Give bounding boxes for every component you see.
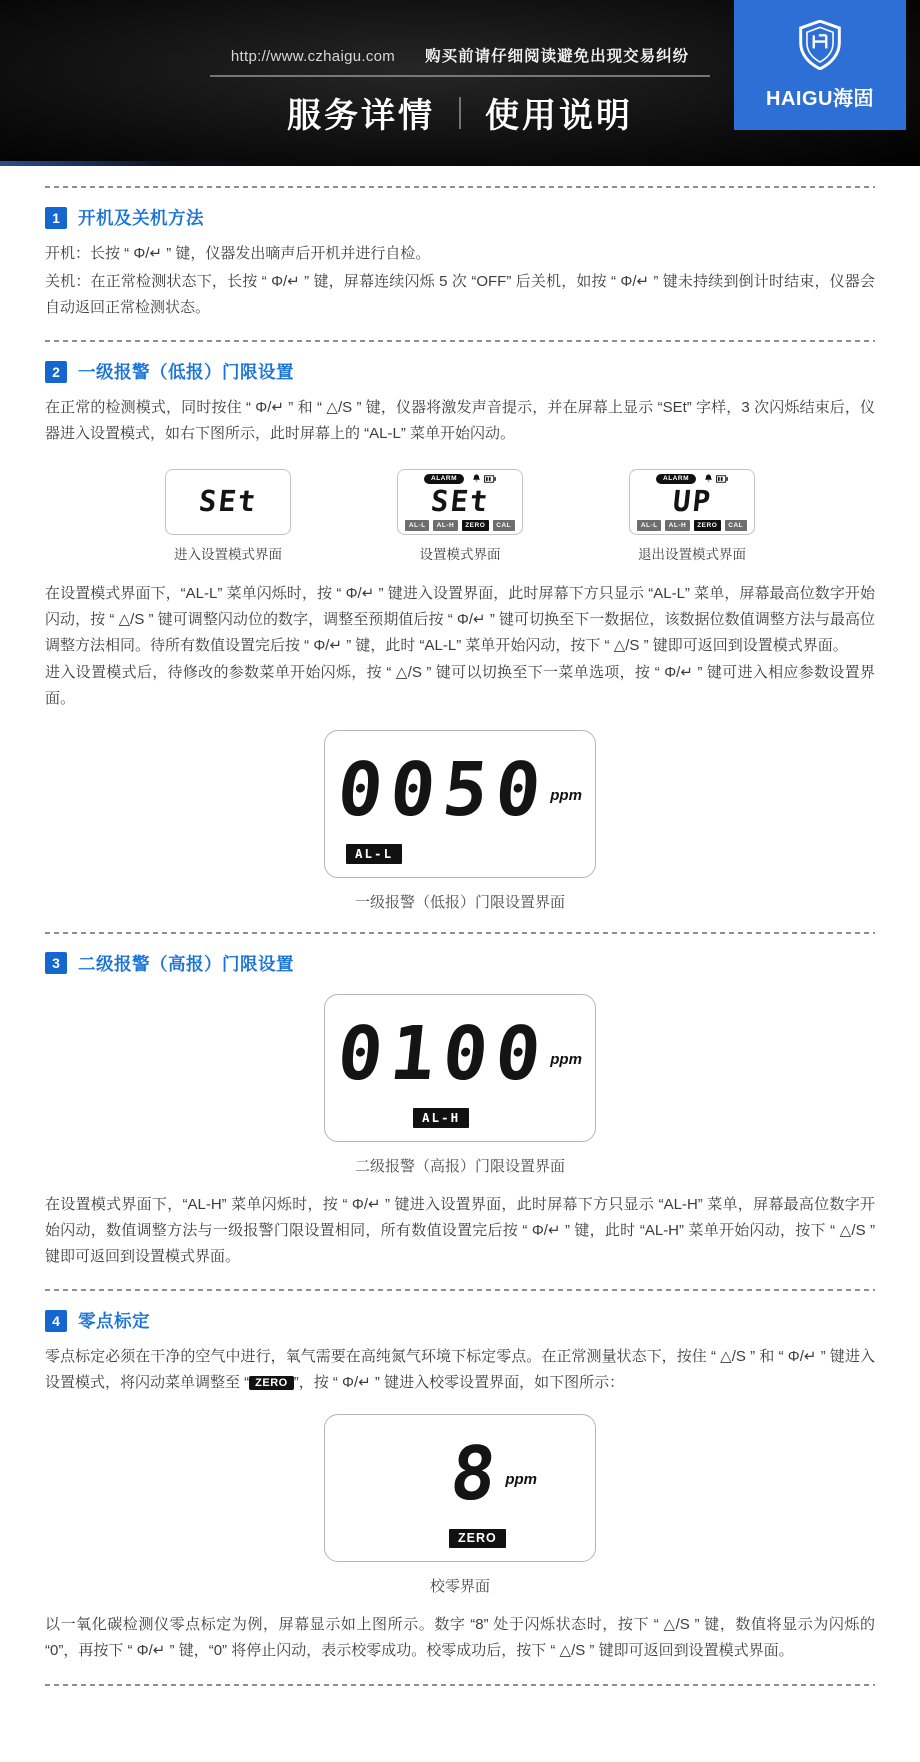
section-1-paragraph: 关机：在正常检测状态下，长按 “ Φ/↵ ” 键，屏幕连续闪烁 5 次 “OFF” 后关机，如按 “ Φ/↵ ” 键未持续到倒计时结束，仪器会自动返回正常检测状态。 (45, 272, 875, 316)
section-divider (45, 340, 875, 342)
menu-tag-zero: ZERO (449, 1529, 506, 1548)
menu-tag-al-l: AL-L (405, 520, 429, 531)
section-1-title: 开机及关机方法 (78, 208, 204, 228)
section-3-title: 二级报警（高报）门限设置 (78, 953, 294, 974)
seven-segment-value: 8 (446, 1430, 508, 1517)
section-3-badge: 3 (45, 952, 67, 974)
lcd-high-alarm-screen (324, 994, 596, 1142)
page-title (110, 88, 810, 137)
lcd-caption: 设置模式界面 (419, 546, 501, 562)
lcd-caption: 一级报警（低报）门限设置界面 (354, 893, 565, 911)
section-2-title: 一级报警（低报）门限设置 (78, 362, 294, 383)
lcd-zero-cal-screen (324, 1414, 596, 1562)
section-1-paragraph: 开机：长按 “ Φ/↵ ” 键，仪器发出嘀声后开机并进行自检。 (45, 245, 431, 262)
ppm-unit-label: ppm (550, 786, 582, 804)
brand-name: HAIGU海固 (766, 87, 874, 110)
menu-tag-al-h: AL-H (433, 520, 458, 531)
section-4-badge: 4 (45, 1310, 67, 1332)
section-divider (45, 1289, 875, 1291)
lcd-menu-tags (637, 520, 746, 531)
page-title-right: 使用说明 (485, 97, 633, 135)
main-content (0, 186, 920, 1686)
menu-tag-al-l: AL-L (637, 520, 661, 531)
lcd-screens-row (45, 469, 875, 563)
header-accent-strip (0, 161, 320, 166)
menu-tag-cal: CAL (725, 520, 747, 531)
screen-exit-setup (629, 469, 755, 563)
menu-tag-al-h: AL-H (665, 520, 690, 531)
lcd-low-alarm-screen (324, 730, 596, 878)
section-divider (45, 1684, 875, 1686)
section-4-header (45, 1308, 875, 1333)
section-2-paragraph: 在正常的检测模式，同时按住 “ Φ/↵ ” 和 “ △/S ” 键，仪器将激发声音提示，并在屏幕上显示 “SEt” 字样，3 次闪烁结束后，仪器进入设置模式，如右下图所示，此时屏幕上的 “AL-L” 菜单开始闪动。 (45, 399, 875, 443)
seven-segment-value: SEt (429, 484, 492, 519)
site-url: http://www.czhaigu.com (230, 48, 396, 65)
screen-enter-setup (165, 469, 291, 563)
menu-tag-al-h: AL-H (413, 1108, 469, 1128)
page-title-left: 服务详情 (287, 97, 435, 135)
lcd-caption: 退出设置模式界面 (638, 546, 746, 562)
paragraph-text: 零点标定必须在干净的空气中进行，氧气需要在高纯氮气环境下标定零点。在正常测量状态下，按住 “ △/S ” 和 “ Φ/↵ ” 键进入设置模式，将闪动菜单调整至 “ (45, 1348, 875, 1392)
seven-segment-value: UP (670, 484, 714, 519)
purchase-notice: 购买前请仔细阅读避免出现交易纠纷 (425, 48, 690, 65)
section-3-paragraph: 在设置模式界面下，“AL-H” 菜单闪烁时，按 “ Φ/↵ ” 键进入设置界面，此时屏幕下方只显示 “AL-H” 菜单，屏幕最高位数字开始闪动，数值调整方法与一级报警门限设置相同，所有数值设置完后按 “ Φ/↵ ” 键，此时 “AL-H” 菜单开始闪动，按下 “ △/S ” 键即可返回到设置模式界面。 (45, 1195, 875, 1265)
seven-segment-value: SEt (197, 484, 260, 519)
ppm-unit-label: ppm (505, 1470, 537, 1488)
alarm-badge: ALARM (656, 474, 696, 484)
section-2-header (45, 359, 875, 384)
lcd-caption: 进入设置模式界面 (174, 546, 282, 562)
lcd-screen (165, 469, 291, 535)
menu-tag-al-l: AL-L (346, 844, 402, 864)
menu-tag-zero: ZERO (462, 520, 489, 531)
section-4-paragraph (45, 1344, 875, 1396)
section-3-header (45, 951, 875, 976)
lcd-caption: 校零界面 (429, 1577, 490, 1595)
ppm-unit-label: ppm (550, 1050, 582, 1068)
screen-setup-mode (397, 469, 523, 563)
seven-segment-value: 0100 (333, 1010, 553, 1097)
header-rule (210, 75, 710, 77)
section-1-header (45, 205, 875, 230)
zero-menu-tag: ZERO (249, 1376, 294, 1390)
lcd-menu-tags (405, 520, 514, 531)
lcd-screen (397, 469, 523, 535)
lcd-screen (629, 469, 755, 535)
section-1-badge: 1 (45, 207, 67, 229)
section-4-paragraph: 以一氧化碳检测仪零点标定为例，屏幕显示如上图所示。数字 “8” 处于闪烁状态时，按下 “ △/S ” 键，数值将显示为闪烁的 “0”，再按下 “ Φ/↵ ” 键，“0” 将停止闪动，表示校零成功。校零成功后，按下 “ △/S ” 键即可返回到设置模式界面。 (45, 1615, 875, 1659)
section-4-title: 零点标定 (78, 1311, 150, 1332)
title-separator (459, 97, 461, 129)
section-2-paragraph: 在设置模式界面下，“AL-L” 菜单闪烁时，按 “ Φ/↵ ” 键进入设置界面，此时屏幕下方只显示 “AL-L” 菜单，屏幕最高位数字开始闪动，按 “ △/S ” 键可调整闪动位的数字，调整至预期值后按 “ Φ/↵ ” 键可切换至下一数据位，该数据位数值调整方法与最高位调整方法相同。待所有数值设置完后按 “ Φ/↵ ” 键，此时 “AL-L” 菜单开始闪动，按下 “ △/S ” 键即可返回到设置模式界面。 (45, 584, 875, 654)
section-2-badge: 2 (45, 361, 67, 383)
section-divider (45, 186, 875, 188)
section-divider (45, 932, 875, 934)
shield-icon (797, 20, 843, 75)
brand-logo (734, 0, 906, 130)
seven-segment-value: 0050 (333, 746, 553, 833)
battery-icon (716, 470, 728, 488)
paragraph-text: ”，按 “ Φ/↵ ” 键进入校零设置界面，如下图所示： (293, 1374, 625, 1392)
menu-tag-zero: ZERO (694, 520, 721, 531)
section-2-paragraph: 进入设置模式后，待修改的参数菜单开始闪烁，按 “ △/S ” 键可以切换至下一菜单选项，按 “ Φ/↵ ” 键可进入相应参数设置界面。 (45, 664, 875, 708)
page-header (0, 0, 920, 166)
menu-tag-cal: CAL (493, 520, 515, 531)
alarm-badge: ALARM (424, 474, 464, 484)
header-center (110, 0, 810, 137)
lcd-caption: 二级报警（高报）门限设置界面 (354, 1157, 565, 1175)
